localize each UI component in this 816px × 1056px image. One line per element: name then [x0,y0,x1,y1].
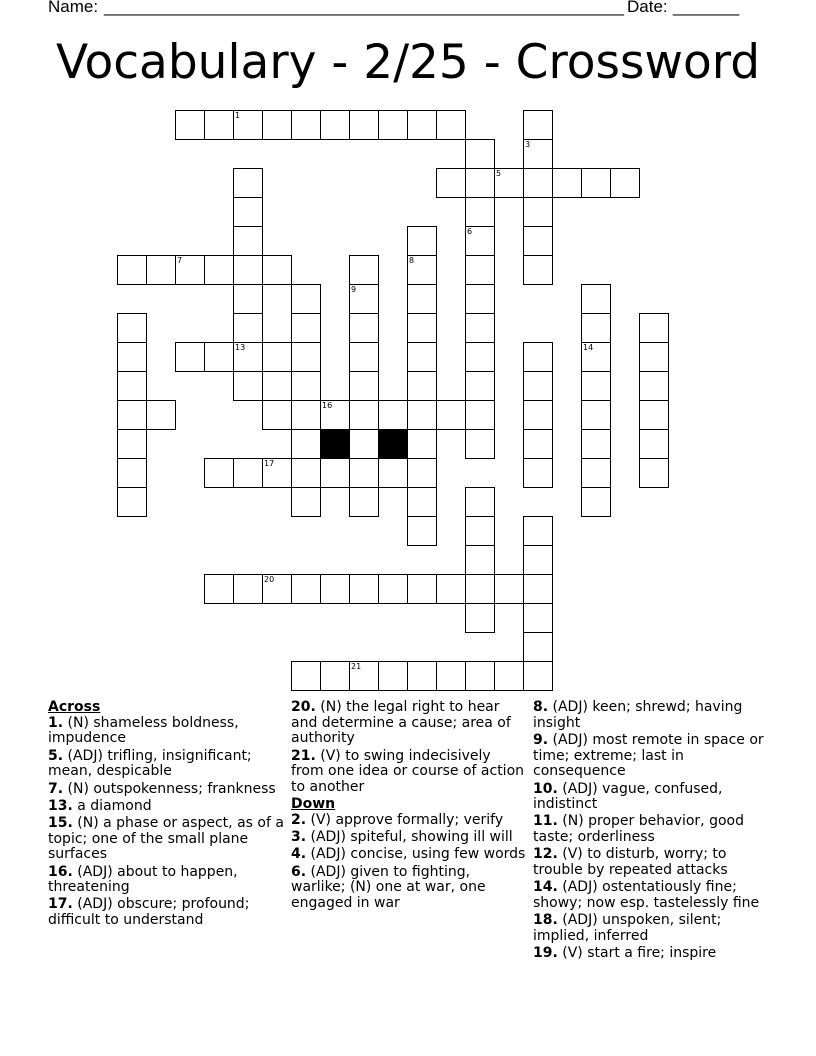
clue-number-label: 2. [291,811,307,828]
grid-cell[interactable] [407,400,437,430]
clue [533,700,773,731]
grid-cell[interactable] [523,603,553,633]
grid-cell[interactable] [117,400,147,430]
grid-cell[interactable] [407,110,437,140]
grid-cell[interactable] [581,371,611,401]
grid-cell[interactable] [465,429,495,459]
grid-block [320,429,350,459]
grid-cell[interactable] [204,458,234,488]
clue-text: (V) start a fire; inspire [557,945,717,962]
grid-cell[interactable] [407,487,437,517]
grid-cell[interactable] [407,284,437,314]
clue-number-label: 9. [533,731,549,748]
grid-cell[interactable] [262,574,292,604]
grid-cell[interactable] [204,342,234,372]
grid-cell[interactable] [581,487,611,517]
grid-cell[interactable] [494,168,524,198]
grid-cell[interactable] [349,284,379,314]
clue-number: 17 [264,459,275,468]
grid-cell[interactable] [204,574,234,604]
grid-cell[interactable] [523,545,553,575]
clue-column-2 [291,700,527,913]
grid-cell[interactable] [349,458,379,488]
clue [48,782,284,798]
clue-number: 6 [467,227,473,236]
section-heading: Across [48,699,101,715]
grid-cell[interactable] [436,574,466,604]
clue [291,847,527,863]
grid-cell[interactable] [436,400,466,430]
clue-number: 7 [177,256,183,265]
grid-cell[interactable] [407,371,437,401]
clue [48,749,284,780]
clue [533,913,773,944]
clue-text: (ADJ) obscure; profound; difficult to understand [48,896,250,929]
grid-cell[interactable] [523,661,553,691]
grid-cell[interactable] [407,226,437,256]
grid-cell[interactable] [639,313,669,343]
grid-cell[interactable] [407,255,437,285]
clue-text: (V) to swing indecisively from one idea or course of action to another [291,747,525,796]
grid-cell[interactable] [349,487,379,517]
grid-cell[interactable] [117,342,147,372]
clue [48,799,284,815]
grid-cell[interactable] [465,226,495,256]
grid-cell[interactable] [233,255,263,285]
clue-column-3 [533,700,773,963]
grid-cell[interactable] [552,168,582,198]
clue [533,946,773,962]
grid-cell[interactable] [407,313,437,343]
grid-cell[interactable] [291,574,321,604]
grid-cell[interactable] [465,661,495,691]
grid-cell[interactable] [175,342,205,372]
grid-cell[interactable] [523,168,553,198]
grid-cell[interactable] [262,400,292,430]
grid-cell[interactable] [523,342,553,372]
grid-cell[interactable] [233,313,263,343]
clue-number-label: 16. [48,863,73,880]
clue-number: 13 [235,343,246,352]
grid-cell[interactable] [465,284,495,314]
grid-cell[interactable] [523,458,553,488]
grid-cell[interactable] [233,168,263,198]
clue [291,813,527,829]
grid-cell[interactable] [175,110,205,140]
grid-cell[interactable] [436,661,466,691]
grid-cell[interactable] [349,661,379,691]
clue-number-label: 21. [291,747,316,764]
clue-text: (ADJ) spiteful, showing ill will [306,829,513,846]
grid-cell[interactable] [349,255,379,285]
grid-cell[interactable] [291,458,321,488]
grid-cell[interactable] [291,661,321,691]
clue [291,865,527,912]
clue-number-label: 8. [533,699,549,715]
clue [533,733,773,780]
clue [48,816,284,863]
grid-cell[interactable] [436,168,466,198]
clue [48,716,284,747]
name-line[interactable]: _______________________________________________________ [104,0,625,16]
grid-cell[interactable] [465,603,495,633]
grid-cell[interactable] [146,400,176,430]
grid-cell[interactable] [233,284,263,314]
clue-number-label: 1. [48,714,64,731]
grid-cell[interactable] [494,574,524,604]
grid-cell[interactable] [639,342,669,372]
section-heading: Down [291,796,336,813]
grid-cell[interactable] [639,458,669,488]
clue-number: 1 [235,111,241,120]
grid-cell[interactable] [233,226,263,256]
grid-cell[interactable] [204,110,234,140]
date-label: Date: [627,0,668,16]
grid-cell[interactable] [378,400,408,430]
clue [291,830,527,846]
clue-text: (N) proper behavior, good taste; orderliness [533,813,744,846]
clue [48,897,284,928]
grid-cell[interactable] [349,110,379,140]
grid-cell[interactable] [494,661,524,691]
grid-cell[interactable] [581,168,611,198]
clue-text: (ADJ) trifling, insignificant; mean, despicable [48,747,252,780]
grid-cell[interactable] [465,197,495,227]
grid-cell[interactable] [320,574,350,604]
grid-cell[interactable] [407,516,437,546]
grid-cell[interactable] [117,458,147,488]
clue-number-label: 11. [533,813,558,830]
grid-cell[interactable] [465,574,495,604]
grid-cell[interactable] [233,458,263,488]
grid-cell[interactable] [523,516,553,546]
clue-number-label: 6. [291,863,307,880]
grid-cell[interactable] [117,429,147,459]
grid-cell[interactable] [523,255,553,285]
clue-text: (N) the legal right to hear and determine a cause; area of authority [291,699,511,747]
clue-number-label: 15. [48,814,73,831]
grid-cell[interactable] [465,255,495,285]
grid-cell[interactable] [378,458,408,488]
grid-cell[interactable] [262,458,292,488]
grid-cell[interactable] [262,110,292,140]
grid-cell[interactable] [291,400,321,430]
grid-cell[interactable] [146,255,176,285]
clue-number: 8 [409,256,415,265]
clue-number: 5 [496,169,502,178]
clue-number-label: 14. [533,879,558,896]
grid-cell[interactable] [349,313,379,343]
grid-cell[interactable] [349,400,379,430]
grid-cell[interactable] [465,545,495,575]
grid-cell[interactable] [407,429,437,459]
grid-cell[interactable] [291,487,321,517]
grid-cell[interactable] [610,168,640,198]
grid-cell[interactable] [581,458,611,488]
clue-number-label: 12. [533,846,558,863]
grid-cell[interactable] [465,487,495,517]
grid-cell[interactable] [262,255,292,285]
grid-cell[interactable] [291,313,321,343]
grid-cell[interactable] [291,110,321,140]
grid-cell[interactable] [320,110,350,140]
grid-cell[interactable] [465,400,495,430]
clue-text: (N) shameless boldness, impudence [48,714,239,747]
grid-cell[interactable] [117,487,147,517]
clue-number-label: 17. [48,896,73,913]
name-label: Name: [48,0,99,16]
clue-number-label: 13. [48,797,73,814]
clue-number-label: 4. [291,846,307,863]
clue [533,880,773,911]
grid-cell[interactable] [523,429,553,459]
grid-cell[interactable] [581,429,611,459]
clue-text: (N) outspokenness; frankness [63,780,276,797]
grid-cell[interactable] [581,284,611,314]
grid-cell[interactable] [523,400,553,430]
grid-cell[interactable] [523,139,553,169]
clue-number: 9 [351,285,357,294]
grid-cell[interactable] [233,342,263,372]
grid-block [378,429,408,459]
clue-number-label: 5. [48,747,64,764]
grid-cell[interactable] [349,371,379,401]
grid-cell[interactable] [523,226,553,256]
grid-cell[interactable] [291,284,321,314]
grid-cell[interactable] [117,313,147,343]
clue-text: (ADJ) vague, confused, indistinct [533,780,723,813]
clue [48,865,284,896]
clue-text: (N) a phase or aspect, as of a topic; one of the small plane surfaces [48,814,284,863]
clue-text: a diamond [72,797,152,814]
clue-text: (ADJ) ostentatiously fine; showy; now esp. tastelessly fine [533,879,760,911]
clue-number: 16 [322,401,333,410]
grid-cell[interactable] [465,313,495,343]
grid-cell[interactable] [378,661,408,691]
clue-number: 14 [583,343,594,352]
grid-cell[interactable] [320,400,350,430]
grid-cell[interactable] [523,197,553,227]
grid-cell[interactable] [378,574,408,604]
grid-cell[interactable] [523,371,553,401]
date-line[interactable]: _______ [673,0,740,16]
grid-cell[interactable] [581,342,611,372]
grid-cell[interactable] [233,110,263,140]
grid-cell[interactable] [407,661,437,691]
clue-text: (ADJ) unspoken, silent; implied, inferred [533,912,722,944]
grid-cell[interactable] [465,168,495,198]
grid-cell[interactable] [349,574,379,604]
clue [291,700,527,747]
grid-cell[interactable] [407,574,437,604]
grid-cell[interactable] [320,661,350,691]
clue-number-label: 3. [291,829,307,846]
clue-column-1 [48,700,284,930]
grid-cell[interactable] [320,458,350,488]
grid-cell[interactable] [117,255,147,285]
clue [533,814,773,845]
grid-cell[interactable] [233,371,263,401]
clue-number: 21 [351,662,362,671]
clue-number-label: 18. [533,912,558,929]
grid-cell[interactable] [639,371,669,401]
grid-cell[interactable] [117,371,147,401]
clue-number: 3 [525,140,531,149]
grid-cell[interactable] [233,574,263,604]
clue-number: 20 [264,575,275,584]
grid-cell[interactable] [349,342,379,372]
clue [291,749,527,796]
grid-cell[interactable] [523,574,553,604]
clue [533,782,773,813]
clue-text: (ADJ) concise, using few words [306,846,526,863]
clue-text: (ADJ) given to fighting, warlike; (N) one at war, one engaged in war [291,863,486,911]
grid-cell[interactable] [523,110,553,140]
grid-cell[interactable] [262,342,292,372]
grid-cell[interactable] [523,632,553,662]
grid-cell[interactable] [291,429,321,459]
grid-cell[interactable] [581,400,611,430]
grid-cell[interactable] [291,342,321,372]
page-title: Vocabulary - 2/25 - Crossword [55,35,761,90]
grid-cell[interactable] [349,429,379,459]
clue-number-label: 19. [533,945,558,962]
grid-cell[interactable] [233,197,263,227]
clue-text: (V) to disturb, worry; to trouble by repeated attacks [533,846,728,879]
clue-text: (ADJ) most remote in space or time; extreme; last in consequence [533,731,764,780]
clue-number-label: 7. [48,780,64,797]
clue-number-label: 20. [291,699,316,715]
clue [533,847,773,878]
clue-text: (ADJ) keen; shrewd; having insight [533,699,743,731]
grid-cell[interactable] [407,342,437,372]
grid-cell[interactable] [378,110,408,140]
grid-cell[interactable] [465,342,495,372]
grid-cell[interactable] [436,110,466,140]
grid-cell[interactable] [465,516,495,546]
grid-cell[interactable] [465,139,495,169]
grid-cell[interactable] [407,458,437,488]
grid-cell[interactable] [639,400,669,430]
clue-text: (ADJ) about to happen, threatening [48,863,238,896]
clue-text: (V) approve formally; verify [306,811,504,828]
grid-cell[interactable] [204,255,234,285]
grid-cell[interactable] [639,429,669,459]
grid-cell[interactable] [465,371,495,401]
grid-cell[interactable] [175,255,205,285]
grid-cell[interactable] [581,313,611,343]
clue-number-label: 10. [533,780,558,797]
grid-cell[interactable] [291,371,321,401]
